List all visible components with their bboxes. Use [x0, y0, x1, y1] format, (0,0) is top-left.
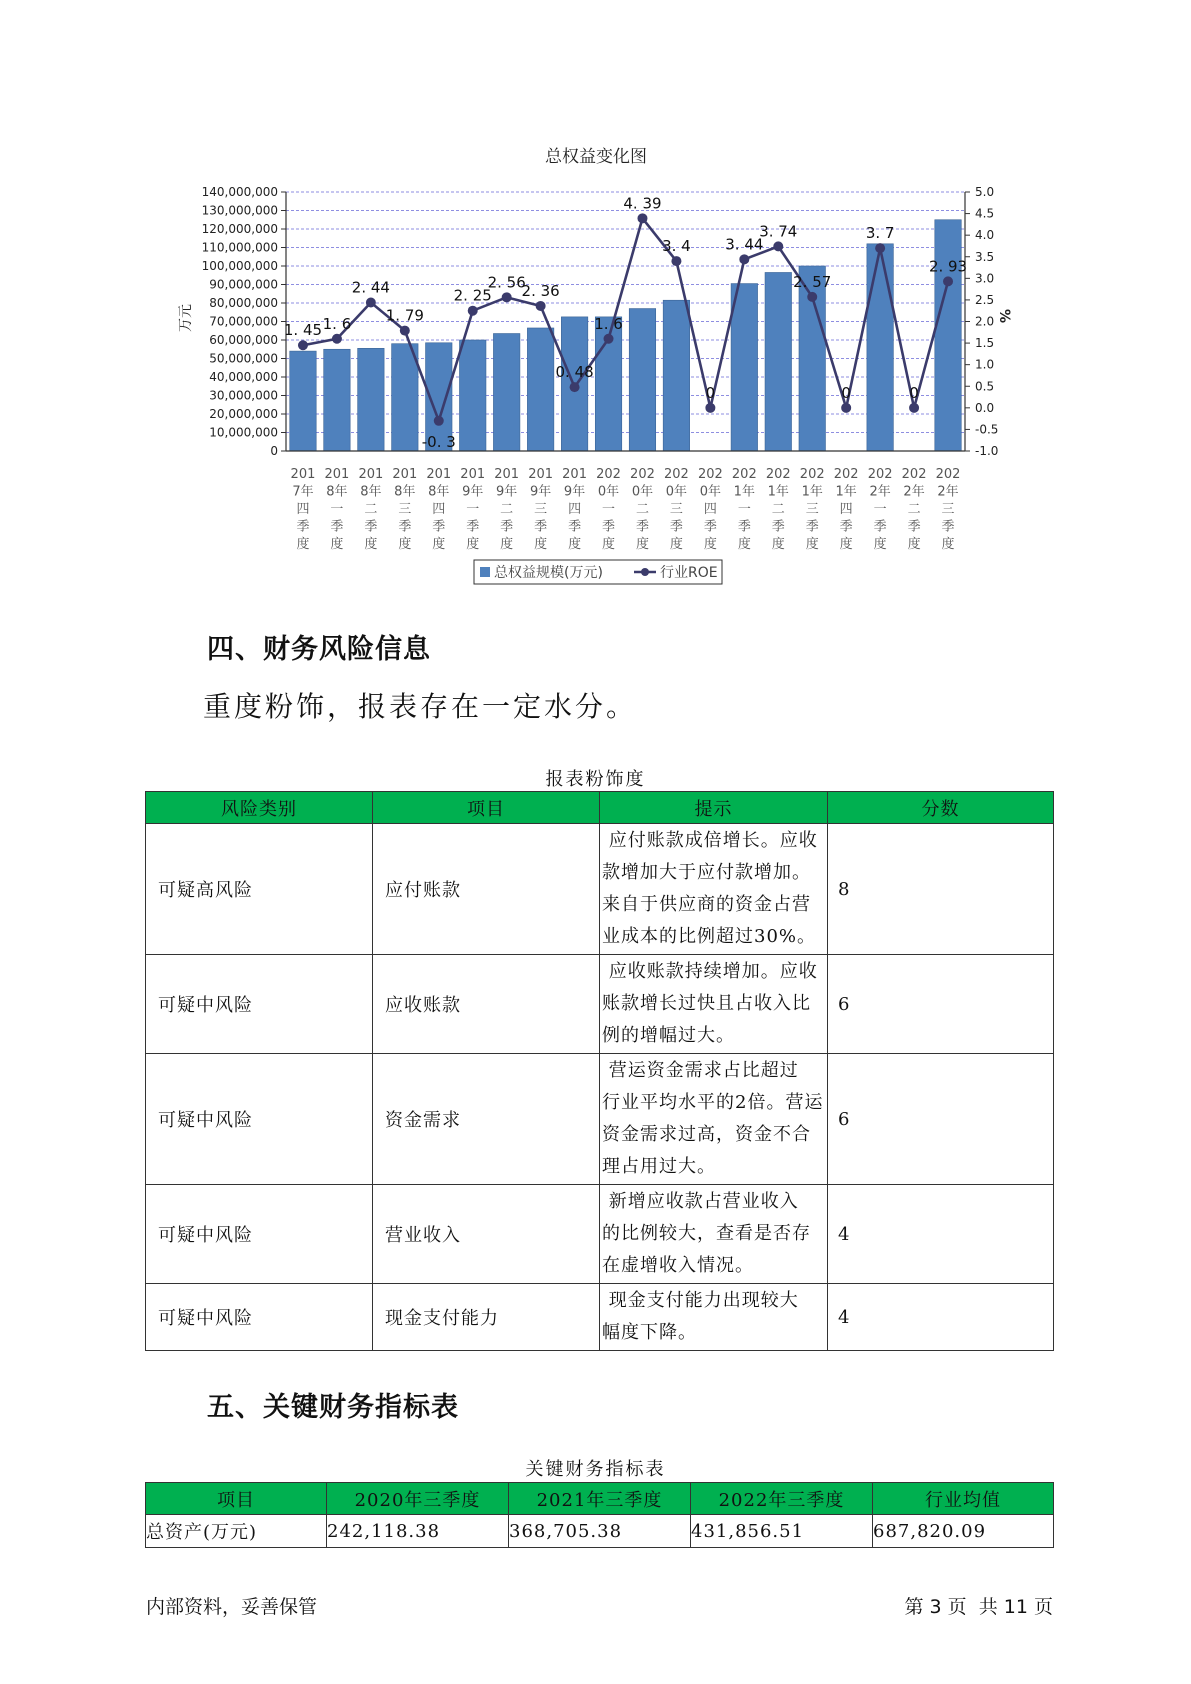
x-tick-label: 201	[562, 467, 587, 482]
roe-point	[773, 241, 783, 251]
chart-y2-axis-label: %	[996, 308, 1012, 324]
x-tick-label: 四	[432, 502, 446, 517]
x-tick-label: 7年	[292, 484, 314, 500]
x-tick-label: 季	[805, 519, 819, 535]
y2-tick-label: 3.0	[975, 271, 995, 286]
y-tick-label: 80,000,000	[209, 296, 278, 310]
x-tick-label: 201	[494, 467, 520, 482]
risk-category-cell: 可疑中风险	[146, 1185, 373, 1284]
y2-tick-label: -0.5	[975, 422, 999, 437]
roe-data-label: 2. 44	[351, 278, 390, 297]
kpi-table-header-row	[146, 1483, 1054, 1515]
equity-bar	[392, 344, 418, 451]
x-tick-label: 季	[296, 519, 310, 535]
x-tick-label: 度	[364, 537, 378, 552]
roe-point	[604, 334, 614, 344]
x-tick-label: 季	[466, 519, 480, 535]
roe-point	[298, 340, 308, 350]
x-tick-label: 度	[737, 537, 751, 552]
x-tick-label: 202	[867, 467, 893, 482]
x-tick-label: 202	[901, 467, 927, 482]
x-tick-label: 0年	[665, 484, 688, 500]
x-tick-label: 202	[935, 467, 961, 482]
equity-bar	[765, 272, 791, 451]
risk-hint-line: 营运资金需求占比超过	[602, 1060, 799, 1081]
equity-bar	[663, 300, 689, 451]
y2-tick-label: 3.5	[975, 249, 995, 264]
legend-line-label: 行业ROE	[660, 565, 718, 581]
kpi-section-heading: 五、关键财务指标表	[207, 1392, 459, 1423]
x-tick-label: 度	[568, 537, 582, 552]
chart-legend	[474, 560, 722, 584]
roe-point	[705, 403, 715, 413]
x-tick-label: 201	[324, 467, 350, 482]
risk-hint-line: 的比例较大，查看是否存	[602, 1223, 811, 1244]
x-tick-label: 三	[398, 502, 412, 517]
y-tick-label: 50,000,000	[209, 351, 278, 366]
equity-bar	[527, 328, 553, 451]
y2-tick-label: 2.5	[975, 292, 995, 307]
roe-point	[468, 306, 478, 316]
equity-chart	[0, 0, 1191, 600]
x-tick-label: 季	[330, 519, 344, 535]
risk-hint-line: 账款增长过快且占收入比	[602, 993, 811, 1014]
risk-hint-line: 行业平均水平的2倍。营运	[602, 1092, 824, 1113]
y-tick-label: 140,000,000	[201, 185, 278, 199]
risk-table	[145, 791, 1054, 1351]
risk-table-row	[146, 1054, 1054, 1185]
risk-score-cell: 4	[828, 1284, 1054, 1351]
kpi-header-2021q3: 2021年三季度	[509, 1483, 691, 1515]
x-tick-label: 度	[296, 537, 310, 552]
x-tick-label: 8年	[326, 484, 348, 500]
risk-category-cell: 可疑中风险	[146, 1284, 373, 1351]
y-tick-label: 130,000,000	[201, 203, 278, 218]
y2-tick-label: 4.0	[975, 228, 995, 243]
roe-data-label: 4. 39	[623, 194, 662, 213]
risk-hint-cell	[600, 955, 828, 1054]
y-tick-label: 70,000,000	[209, 314, 278, 329]
x-tick-label: 202	[731, 467, 757, 482]
risk-section-heading: 四、财务风险信息	[207, 634, 431, 665]
risk-hint-line: 现金支付能力出现较大	[602, 1290, 799, 1311]
risk-hint-line: 来自于供应商的资金占营	[602, 894, 811, 915]
kpi-table-row	[146, 1515, 1054, 1548]
y-tick-label: 20,000,000	[209, 407, 278, 421]
roe-data-label: 3. 74	[759, 222, 798, 241]
roe-point	[536, 301, 546, 311]
x-tick-label: 8年	[394, 484, 416, 500]
x-tick-label: 度	[805, 537, 819, 552]
x-tick-label: 季	[534, 519, 548, 535]
x-tick-label: 二	[500, 502, 514, 517]
kpi-header-industry-avg: 行业均值	[873, 1483, 1054, 1515]
x-tick-label: 度	[602, 537, 616, 552]
risk-hint-line: 款增加大于应付款增加。	[602, 862, 811, 883]
risk-hint-line: 例的增幅过大。	[602, 1025, 735, 1046]
roe-data-label: 0. 48	[555, 363, 594, 382]
roe-data-label: 0	[841, 383, 851, 402]
x-tick-label: 0年	[631, 484, 654, 500]
roe-data-label: 2. 36	[521, 281, 560, 300]
kpi-table	[145, 1482, 1054, 1548]
roe-point	[807, 292, 817, 302]
x-tick-label: 一	[466, 502, 480, 517]
x-tick-label: 度	[839, 537, 853, 552]
x-tick-label: 201	[290, 467, 316, 482]
x-tick-label: 季	[432, 519, 446, 535]
x-tick-label: 9年	[529, 484, 552, 500]
roe-point	[502, 292, 512, 302]
y-tick-label: 60,000,000	[209, 333, 278, 347]
y-tick-label: 120,000,000	[201, 222, 278, 236]
y2-tick-label: 1.5	[975, 336, 995, 351]
x-tick-label: 0年	[699, 484, 722, 500]
x-tick-label: 8年	[360, 484, 382, 500]
risk-header-item: 项目	[373, 792, 600, 824]
x-tick-label: 一	[330, 502, 344, 517]
kpi-cell: 242,118.38	[327, 1515, 509, 1548]
kpi-header-2022q3: 2022年三季度	[691, 1483, 873, 1515]
x-tick-label: 一	[737, 502, 751, 517]
risk-table-row	[146, 824, 1054, 955]
x-tick-label: 二	[907, 502, 921, 517]
equity-bar	[935, 220, 961, 451]
risk-table-row	[146, 1185, 1054, 1284]
roe-point	[400, 326, 410, 336]
kpi-header-2020q3: 2020年三季度	[327, 1483, 509, 1515]
roe-data-label: 3. 4	[662, 237, 691, 256]
chart-title: 总权益变化图	[545, 147, 647, 167]
x-tick-label: 度	[466, 537, 480, 552]
equity-bar	[493, 334, 519, 451]
risk-score-cell: 6	[828, 955, 1054, 1054]
x-tick-label: 二	[771, 502, 785, 517]
x-tick-label: 1年	[733, 484, 755, 500]
equity-bar	[290, 351, 316, 451]
x-tick-label: 202	[799, 467, 825, 482]
x-tick-label: 度	[330, 537, 344, 552]
risk-hint-line: 新增应收款占营业收入	[602, 1191, 799, 1212]
x-tick-label: 1年	[801, 484, 823, 500]
y-tick-label: 10,000,000	[209, 425, 278, 440]
x-tick-label: 四	[296, 502, 310, 517]
roe-point	[841, 403, 851, 413]
y-tick-label: 110,000,000	[201, 240, 278, 255]
y-tick-label: 90,000,000	[209, 277, 278, 292]
roe-point	[332, 334, 342, 344]
x-tick-label: 季	[635, 519, 649, 535]
risk-score-cell: 8	[828, 824, 1054, 955]
risk-table-row	[146, 955, 1054, 1054]
chart-y-axis-label: 万元	[178, 304, 194, 332]
x-tick-label: 三	[669, 502, 683, 517]
kpi-cell: 总资产(万元)	[146, 1515, 327, 1548]
risk-table-caption: 报表粉饰度	[545, 769, 646, 790]
equity-bar	[867, 244, 893, 451]
roe-data-label: 0	[705, 383, 716, 402]
x-tick-label: 202	[765, 467, 791, 482]
risk-score-cell: 4	[828, 1185, 1054, 1284]
roe-data-label: 2. 57	[793, 272, 832, 291]
x-tick-label: 四	[839, 502, 853, 517]
roe-data-label: 2. 56	[487, 273, 526, 292]
roe-point	[570, 382, 580, 392]
x-tick-label: 度	[703, 537, 717, 552]
roe-data-label: 3. 44	[725, 235, 764, 254]
x-tick-label: 二	[635, 502, 649, 517]
risk-summary-text: 重度粉饰，报表存在一定水分。	[203, 690, 638, 723]
risk-category-cell: 可疑中风险	[146, 955, 373, 1054]
x-tick-label: 季	[364, 519, 378, 535]
roe-data-label: 2. 93	[928, 257, 968, 276]
risk-header-category: 风险类别	[146, 792, 373, 824]
x-tick-label: 201	[528, 467, 554, 482]
risk-table-header-row	[146, 792, 1054, 824]
x-tick-label: 0年	[597, 484, 620, 500]
x-tick-label: 一	[602, 502, 616, 517]
x-tick-label: 1年	[767, 484, 789, 500]
risk-hint-line: 在虚增收入情况。	[602, 1255, 754, 1276]
legend-line-marker	[641, 568, 649, 576]
x-tick-label: 2年	[937, 484, 959, 500]
x-tick-label: 季	[500, 519, 514, 535]
roe-point	[637, 213, 647, 223]
y2-tick-label: -1.0	[975, 444, 999, 458]
x-tick-label: 三	[534, 502, 548, 517]
x-tick-label: 三	[805, 502, 819, 517]
x-tick-label: 季	[737, 519, 751, 535]
roe-data-label: 3. 7	[865, 224, 895, 243]
risk-category-cell: 可疑中风险	[146, 1054, 373, 1185]
kpi-cell: 687,820.09	[873, 1515, 1054, 1548]
equity-bar	[629, 309, 655, 451]
equity-bar	[731, 284, 757, 451]
x-tick-label: 季	[873, 519, 887, 535]
risk-item-cell: 应收账款	[373, 955, 600, 1054]
x-tick-label: 9年	[496, 484, 518, 500]
y-tick-label: 100,000,000	[201, 259, 278, 273]
y-tick-label: 40,000,000	[209, 370, 278, 384]
x-tick-label: 201	[392, 467, 418, 482]
kpi-header-item: 项目	[146, 1483, 327, 1515]
risk-hint-line: 理占用过大。	[602, 1156, 716, 1177]
x-tick-label: 2年	[869, 484, 891, 500]
x-tick-label: 季	[907, 519, 921, 535]
y2-tick-label: 1.0	[975, 357, 995, 372]
x-tick-label: 四	[568, 502, 582, 517]
x-tick-label: 季	[568, 519, 582, 535]
roe-data-label: 2. 25	[453, 286, 492, 305]
y2-tick-label: 0.0	[975, 400, 995, 415]
kpi-cell: 368,705.38	[509, 1515, 691, 1548]
x-tick-label: 202	[596, 467, 621, 482]
roe-point	[671, 256, 681, 266]
x-tick-label: 202	[664, 467, 689, 482]
x-tick-label: 四	[703, 502, 717, 517]
roe-point	[943, 276, 953, 286]
x-tick-label: 9年	[462, 484, 484, 500]
roe-point	[739, 254, 749, 264]
roe-point	[434, 416, 444, 426]
roe-point	[875, 243, 885, 253]
x-tick-label: 二	[364, 502, 378, 517]
x-tick-label: 度	[398, 537, 412, 552]
risk-hint-cell	[600, 1185, 828, 1284]
legend-bar-label: 总权益规模(万元)	[494, 565, 603, 581]
x-tick-label: 季	[839, 519, 853, 535]
roe-data-label: 1. 6	[322, 314, 352, 333]
equity-bar	[358, 348, 384, 451]
y-tick-label: 30,000,000	[209, 388, 278, 403]
roe-data-label: 1. 6	[594, 314, 623, 333]
risk-hint-line: 应收账款持续增加。应收	[602, 961, 818, 982]
x-tick-label: 季	[771, 519, 785, 535]
x-tick-label: 度	[941, 537, 955, 552]
x-tick-label: 度	[873, 537, 887, 552]
risk-hint-cell	[600, 1054, 828, 1185]
chart-x-tick-labels	[291, 467, 961, 552]
x-tick-label: 2年	[903, 484, 925, 500]
x-tick-label: 度	[669, 537, 683, 552]
x-tick-label: 季	[602, 519, 616, 535]
x-tick-label: 度	[907, 537, 921, 552]
risk-hint-line: 应付账款成倍增长。应收	[602, 830, 818, 851]
risk-header-hint: 提示	[600, 792, 828, 824]
x-tick-label: 8年	[428, 484, 450, 500]
x-tick-label: 三	[941, 502, 955, 517]
x-tick-label: 季	[398, 519, 412, 535]
legend-bar-swatch	[480, 567, 490, 577]
x-tick-label: 201	[460, 467, 486, 482]
roe-data-label: 1. 79	[385, 306, 424, 325]
equity-bar	[324, 349, 350, 451]
x-tick-label: 度	[500, 537, 514, 552]
x-tick-label: 201	[358, 467, 384, 482]
risk-header-score: 分数	[828, 792, 1054, 824]
risk-hint-line: 幅度下降。	[602, 1322, 697, 1343]
x-tick-label: 一	[873, 502, 887, 517]
risk-score-cell: 6	[828, 1054, 1054, 1185]
roe-data-label: -0. 3	[421, 432, 456, 451]
x-tick-label: 季	[941, 519, 955, 535]
x-tick-label: 季	[703, 519, 717, 535]
x-tick-label: 202	[630, 467, 655, 482]
roe-point	[366, 298, 376, 308]
risk-item-cell: 应付账款	[373, 824, 600, 955]
risk-category-cell: 可疑高风险	[146, 824, 373, 955]
roe-point	[909, 403, 919, 413]
x-tick-label: 季	[669, 519, 683, 535]
x-tick-label: 201	[426, 467, 452, 482]
risk-item-cell: 营业收入	[373, 1185, 600, 1284]
risk-hint-line: 资金需求过高，资金不合	[602, 1124, 811, 1145]
y2-tick-label: 4.5	[975, 206, 995, 221]
x-tick-label: 9年	[563, 484, 586, 500]
roe-data-label: 0	[909, 383, 919, 402]
equity-bar	[459, 340, 485, 451]
x-tick-label: 202	[697, 467, 723, 482]
footer-confidential-note: 内部资料，妥善保管	[146, 1596, 318, 1618]
x-tick-label: 度	[534, 537, 548, 552]
roe-data-label: 1. 45	[283, 321, 323, 340]
risk-hint-line: 业成本的比例超过30%。	[602, 926, 817, 947]
x-tick-label: 度	[771, 537, 785, 552]
y-tick-label: 0	[270, 444, 278, 458]
kpi-table-caption: 关键财务指标表	[525, 1459, 666, 1480]
kpi-cell: 431,856.51	[691, 1515, 873, 1548]
x-tick-label: 202	[833, 467, 859, 482]
x-tick-label: 度	[432, 537, 446, 552]
x-tick-label: 度	[635, 537, 649, 552]
risk-hint-cell	[600, 1284, 828, 1351]
x-tick-label: 1年	[835, 484, 857, 500]
risk-item-cell: 现金支付能力	[373, 1284, 600, 1351]
y2-tick-label: 5.0	[975, 185, 995, 199]
risk-hint-cell	[600, 824, 828, 955]
risk-table-row	[146, 1284, 1054, 1351]
y2-tick-label: 0.5	[975, 379, 995, 394]
y2-tick-label: 2.0	[975, 314, 995, 329]
risk-item-cell: 资金需求	[373, 1054, 600, 1185]
footer-page-number: 第 3 页 共 11 页	[904, 1596, 1053, 1618]
